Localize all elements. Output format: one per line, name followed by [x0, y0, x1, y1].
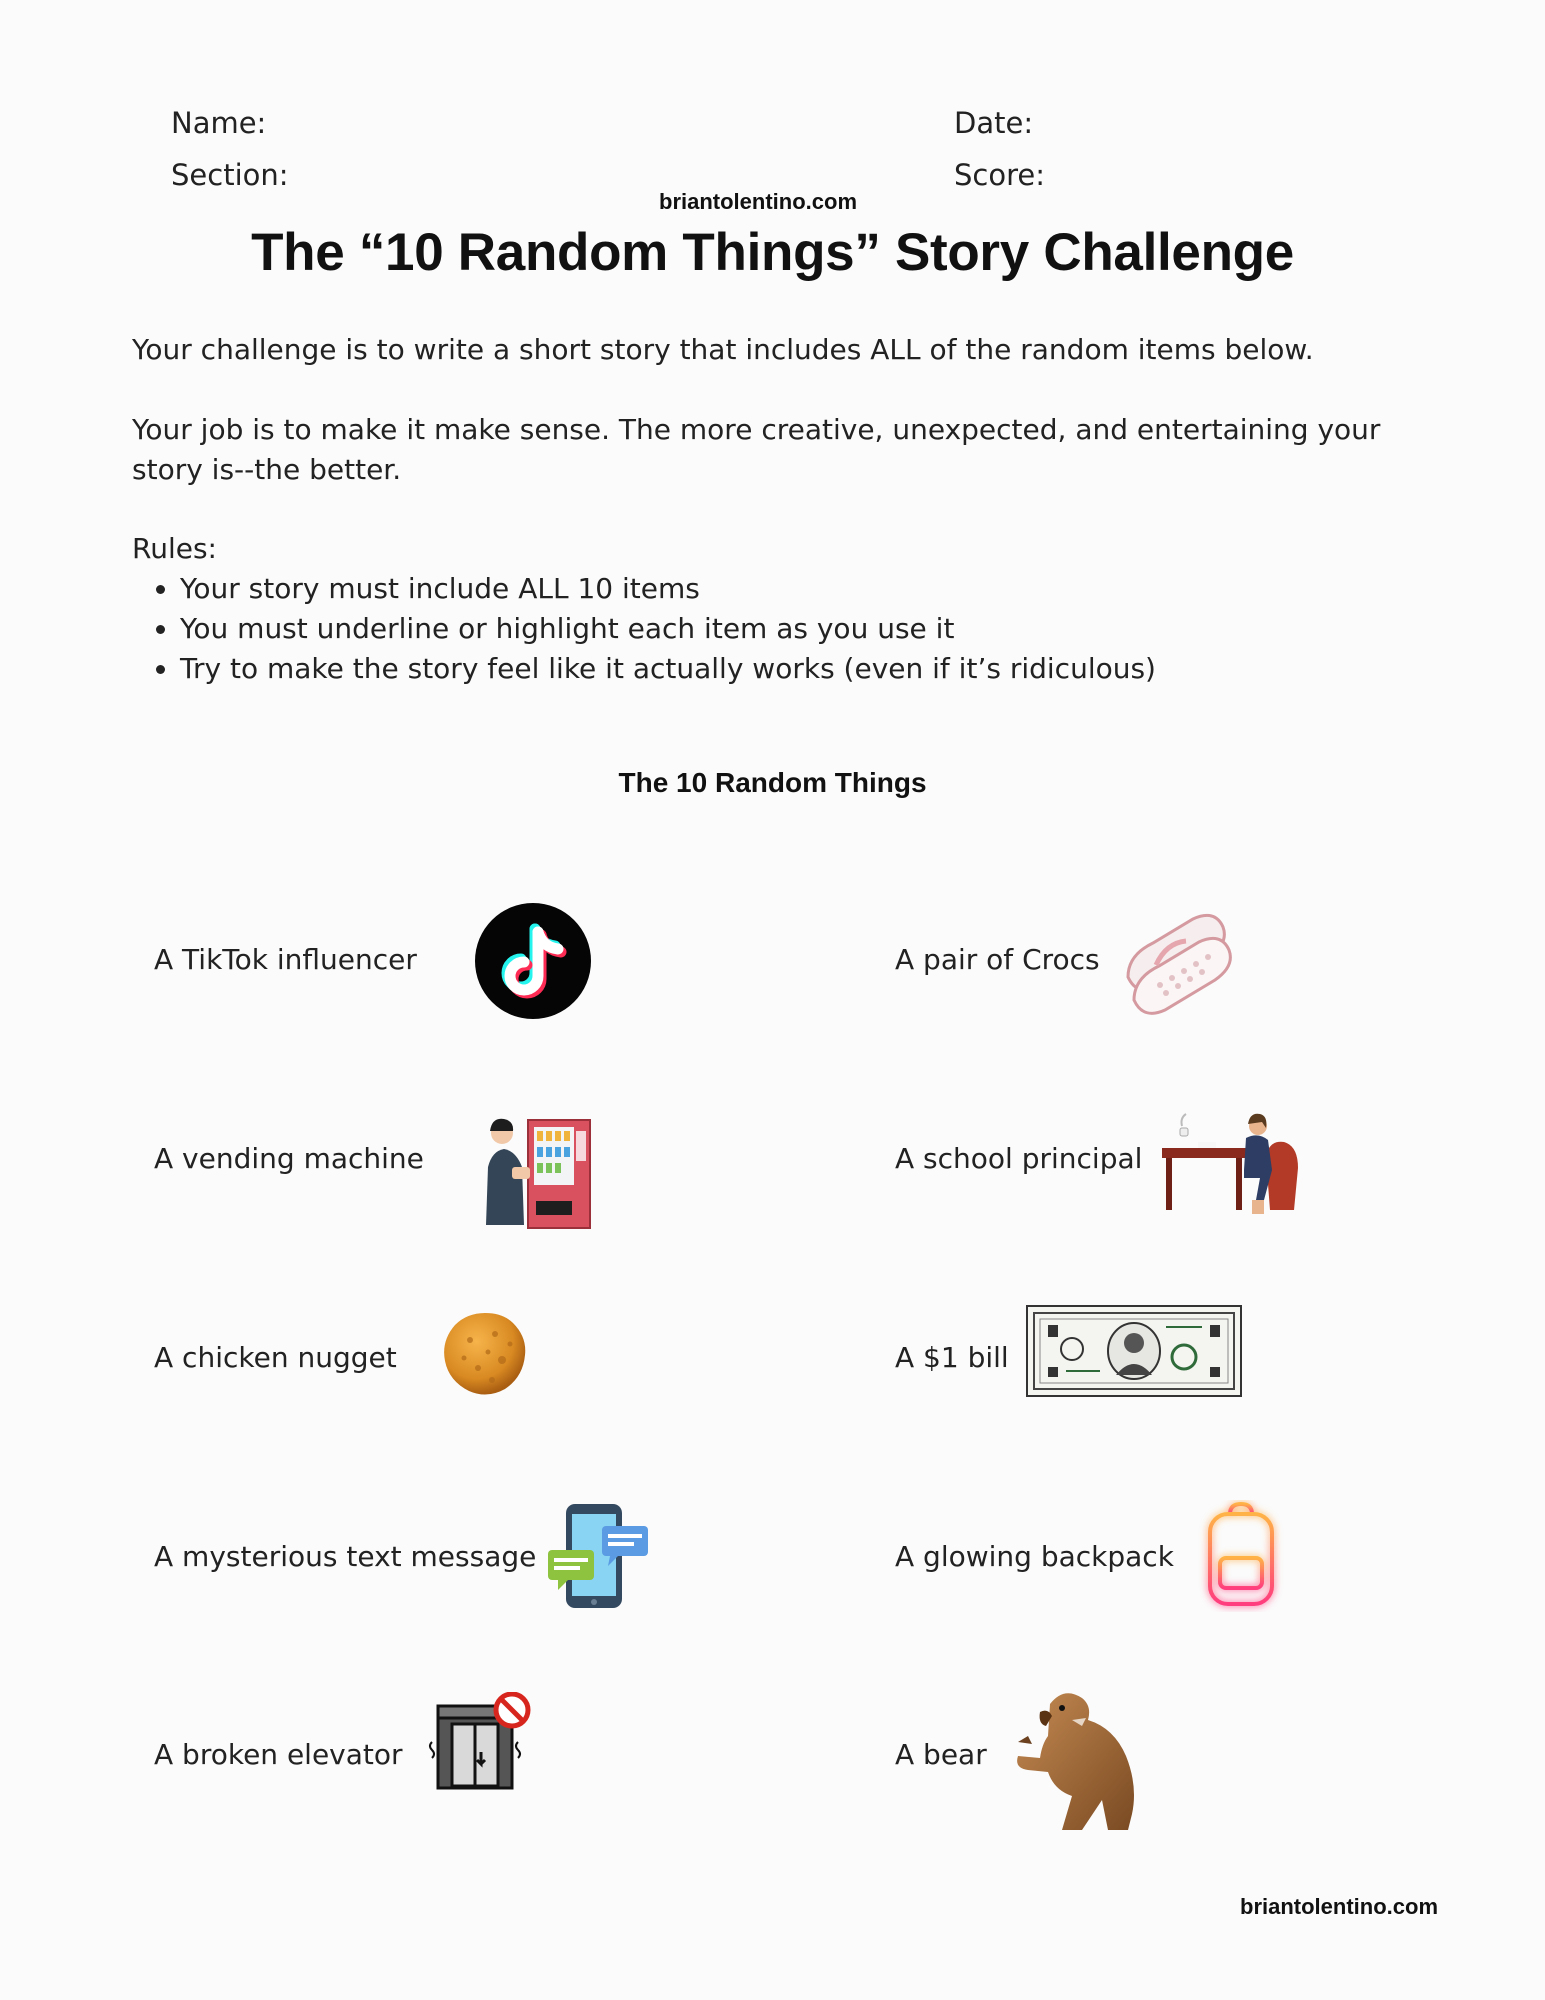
site-header-link[interactable]: briantolentino.com [659, 189, 857, 214]
item-tiktok-influencer: A TikTok influencer [154, 943, 417, 976]
item-glowing-backpack: A glowing backpack [895, 1540, 1174, 1573]
page-title: The “10 Random Things” Story Challenge [251, 223, 1294, 282]
principal-at-desk-icon [1162, 1112, 1300, 1222]
crocs-icon [1120, 905, 1242, 1020]
section-label: Section: [171, 158, 289, 192]
item-crocs: A pair of Crocs [895, 943, 1100, 976]
rule-item: • Your story must include ALL 10 items [180, 569, 1432, 609]
name-label: Name: [171, 106, 267, 140]
rules-list [132, 569, 1432, 689]
bear-icon [1010, 1682, 1152, 1832]
score-label: Score: [954, 158, 1045, 192]
rules-label: Rules: [132, 532, 217, 565]
date-label: Date: [954, 106, 1034, 140]
rule-item: • Try to make the story feel like it actually works (even if it’s ridiculous) [180, 649, 1432, 689]
item-bear: A bear [895, 1738, 987, 1771]
vending-machine-icon [484, 1117, 594, 1231]
list-title: The 10 Random Things [618, 767, 927, 798]
dollar-bill-icon [1026, 1305, 1242, 1397]
tiktok-logo-icon [474, 902, 592, 1020]
rules-section [132, 529, 1432, 689]
item-mysterious-text: A mysterious text message [154, 1540, 537, 1573]
item-vending-machine: A vending machine [154, 1142, 424, 1175]
item-broken-elevator: A broken elevator [154, 1738, 403, 1771]
item-dollar-bill: A $1 bill [895, 1341, 1009, 1374]
item-chicken-nugget: A chicken nugget [154, 1341, 397, 1374]
intro-paragraph-2: Your job is to make it make sense. The more creative, unexpected, and entertaining your story is--the better. [132, 413, 1381, 486]
rule-item: • You must underline or highlight each item as you use it [180, 609, 1432, 649]
phone-message-icon [546, 1502, 650, 1610]
site-footer-link[interactable]: briantolentino.com [1240, 1894, 1438, 1919]
glowing-backpack-icon [1196, 1500, 1286, 1612]
chicken-nugget-icon [440, 1310, 530, 1400]
intro-paragraph-1: Your challenge is to write a short story that includes ALL of the random items below. [132, 333, 1314, 366]
item-school-principal: A school principal [895, 1142, 1143, 1175]
broken-elevator-icon [428, 1692, 532, 1790]
